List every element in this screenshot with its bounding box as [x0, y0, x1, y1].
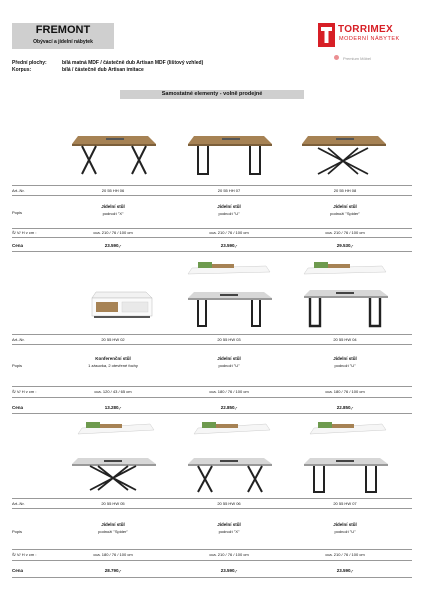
price-label: Cena — [12, 405, 24, 410]
product-detail: podnoží "X" — [218, 529, 240, 534]
dimensions: cca. 120 / 43 / 65 cm — [94, 389, 132, 394]
product-image-5 — [184, 262, 274, 330]
brand-tagline: MODERNÍ NÁBYTEK — [339, 36, 400, 42]
price: 23.590,- — [104, 243, 122, 248]
price: 28.790,- — [104, 568, 122, 573]
divider — [12, 228, 412, 229]
front-value: bílá matná MDF / částečně dub Artisan MDF (lištový vzhled) — [62, 60, 204, 66]
divider — [12, 251, 412, 252]
divider — [12, 560, 412, 561]
art-number: 20 55 HW 03 — [217, 337, 241, 342]
dimensions: cca. 180 / 76 / 100 cm — [325, 389, 365, 394]
divider — [12, 344, 412, 345]
price: 23.590,- — [220, 243, 238, 248]
desc-label: Popis — [12, 210, 23, 215]
art-number: 20 55 HW 02 — [101, 337, 125, 342]
product-detail: podnoží "U" — [334, 363, 356, 368]
divider — [12, 397, 412, 398]
divider — [12, 237, 412, 238]
dimensions: cca. 210 / 76 / 100 cm — [209, 552, 249, 557]
price-label: Cena — [12, 568, 24, 573]
section-title: Samostatné elementy - volně prodejné — [120, 90, 304, 99]
premium-label: Premium Möbel — [343, 56, 372, 61]
price: 23.590,- — [336, 568, 354, 573]
product-detail: 1 zásuvka, 2 otevřené fochy — [88, 363, 138, 368]
divider — [12, 185, 412, 186]
product-detail: podnoží "X" — [102, 211, 124, 216]
product-image-3 — [298, 128, 388, 178]
body-value: bílá / částečně dub Artisan imitace — [62, 67, 144, 73]
brand-logo-icon — [318, 23, 335, 47]
page-subtitle: Obývací a jídelní nábytek — [33, 39, 93, 45]
art-label: Art.-Nr. — [12, 501, 25, 506]
product-detail: podnoží "Spider" — [98, 529, 128, 534]
brand-name: TORRIMEX — [338, 24, 393, 35]
art-number: 20 55 HW 04 — [333, 337, 357, 342]
dimensions: cca. 210 / 76 / 100 cm — [209, 230, 249, 235]
art-number: 20 55 HW 07 — [333, 501, 357, 506]
product-name: Jídelní stůl — [333, 522, 357, 527]
product-name: Jídelní stůl — [217, 522, 241, 527]
body-label: Korpus: — [12, 67, 32, 73]
product-name: Jídelní stůl — [217, 356, 241, 361]
product-detail: podnoží "U" — [218, 211, 240, 216]
dims-label: Š/ V/ H v cm : — [12, 230, 37, 235]
price: 22.850,- — [336, 405, 354, 410]
divider — [12, 498, 412, 499]
dimensions: cca. 210 / 76 / 100 cm — [325, 230, 365, 235]
dims-label: Š/ V/ H v cm : — [12, 552, 37, 557]
divider — [12, 508, 412, 509]
price-label: Cena — [12, 243, 24, 248]
product-name: Jídelní stůl — [217, 204, 241, 209]
desc-label: Popis — [12, 363, 23, 368]
divider — [12, 195, 412, 196]
product-detail: podnoží "Spider" — [330, 211, 360, 216]
product-image-9 — [300, 418, 390, 494]
price: 22.850,- — [220, 405, 238, 410]
product-image-7 — [68, 418, 158, 494]
dimensions: cca. 180 / 76 / 100 cm — [93, 552, 133, 557]
product-image-6 — [300, 262, 390, 330]
divider — [12, 577, 412, 578]
art-number: 20 55 HH 06 — [101, 188, 125, 193]
product-image-4 — [90, 290, 154, 324]
product-name: Jídelní stůl — [101, 522, 125, 527]
divider — [12, 334, 412, 335]
product-image-1 — [68, 128, 158, 178]
product-image-8 — [184, 418, 274, 494]
divider — [12, 386, 412, 387]
desc-label: Popis — [12, 529, 23, 534]
product-name: Konferenční stůl — [95, 356, 131, 361]
premium-icon — [334, 55, 339, 60]
product-name: Jídelní stůl — [333, 356, 357, 361]
art-number: 20 55 HW 06 — [217, 501, 241, 506]
price: 23.590,- — [220, 568, 238, 573]
price: 29.530,- — [336, 243, 354, 248]
divider — [12, 549, 412, 550]
dimensions: cca. 180 / 76 / 100 cm — [209, 389, 249, 394]
art-number: 20 55 HH 08 — [333, 188, 357, 193]
product-name: Jídelní stůl — [333, 204, 357, 209]
price: 13.280,- — [104, 405, 122, 410]
product-detail: podnoží "U" — [334, 529, 356, 534]
art-number: 20 55 HH 07 — [217, 188, 241, 193]
front-label: Přední plochy: — [12, 60, 47, 66]
product-detail: podnoží "U" — [218, 363, 240, 368]
product-name: Jídelní stůl — [101, 204, 125, 209]
dimensions: cca. 210 / 76 / 100 cm — [93, 230, 133, 235]
art-number: 20 55 HW 05 — [101, 501, 125, 506]
product-image-2 — [184, 128, 274, 178]
dims-label: Š/ V/ H v cm : — [12, 389, 37, 394]
art-label: Art.-Nr. — [12, 337, 25, 342]
art-label: Art.-Nr. — [12, 188, 25, 193]
divider — [12, 413, 412, 414]
dimensions: cca. 210 / 76 / 100 cm — [325, 552, 365, 557]
page-title: FREMONT — [35, 24, 91, 36]
